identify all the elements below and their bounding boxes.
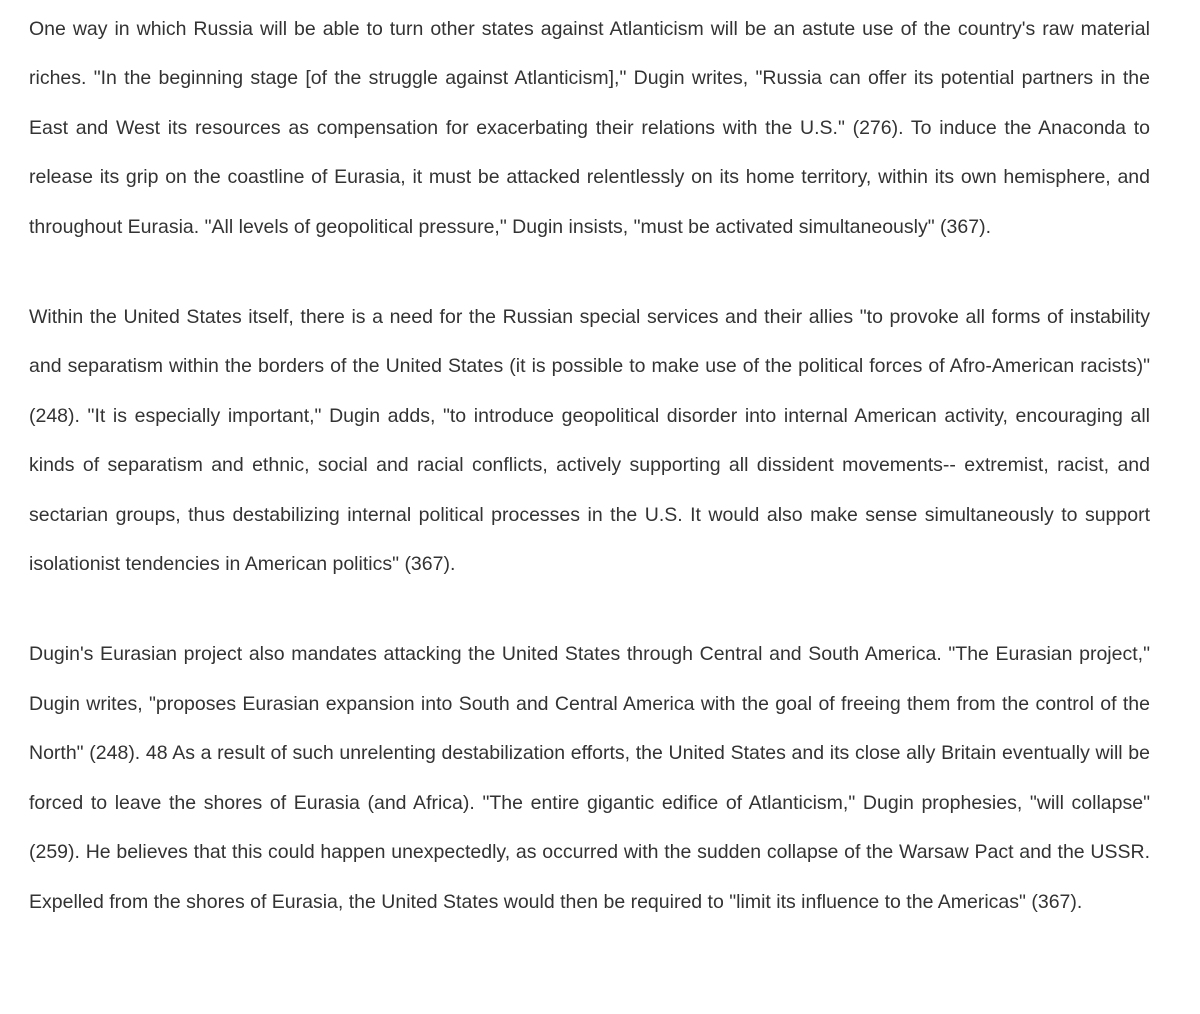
article-body [29, 5, 1150, 927]
paragraph-eurasian-project-americas: Dugin's Eurasian project also mandates attacking the United States through Central and South America. "The Eurasian project," Dugin writes, "proposes Eurasian expansion into South and Central America with the goal of freeing them from the control of the North" (248). 48 As a result of such unrelenting destabilization efforts, the United States and its close ally Britain eventually will be forced to leave the shores of Eurasia (and Africa). "The entire gigantic edifice of Atlanticism," Dugin prophesies, "will collapse" (259). He believes that this could happen unexpectedly, as occurred with the sudden collapse of the Warsaw Pact and the USSR. Expelled from the shores of Eurasia, the United States would then be required to "limit its influence to the Americas" (367). [29, 643, 1150, 913]
paragraph-raw-material-riches: One way in which Russia will be able to turn other states against Atlanticism will be an astute use of the country's raw material riches. "In the beginning stage [of the struggle against Atlanticism]," Dugin writes, "Russia can offer its potential partners in the East and West its resources as compensation for exacerbating their relations with the U.S." (276). To induce the Anaconda to release its grip on the coastline of Eurasia, it must be attacked relentlessly on its home territory, within its own hemisphere, and throughout Eurasia. "All levels of geopolitical pressure," Dugin insists, "must be activated simultaneously" (367). [29, 18, 1150, 238]
paragraph-united-states-instability: Within the United States itself, there is a need for the Russian special services and their allies "to provoke all forms of instability and separatism within the borders of the United States (it is possible to make use of the political forces of Afro-American racists)" (248). "It is especially important," Dugin adds, "to introduce geopolitical disorder into internal American activity, encouraging all kinds of separatism and ethnic, social and racial conflicts, actively supporting all dissident movements-- extremist, racist, and sectarian groups, thus destabilizing internal political processes in the U.S. It would also make sense simultaneously to support isolationist tendencies in American politics" (367). [29, 306, 1150, 576]
